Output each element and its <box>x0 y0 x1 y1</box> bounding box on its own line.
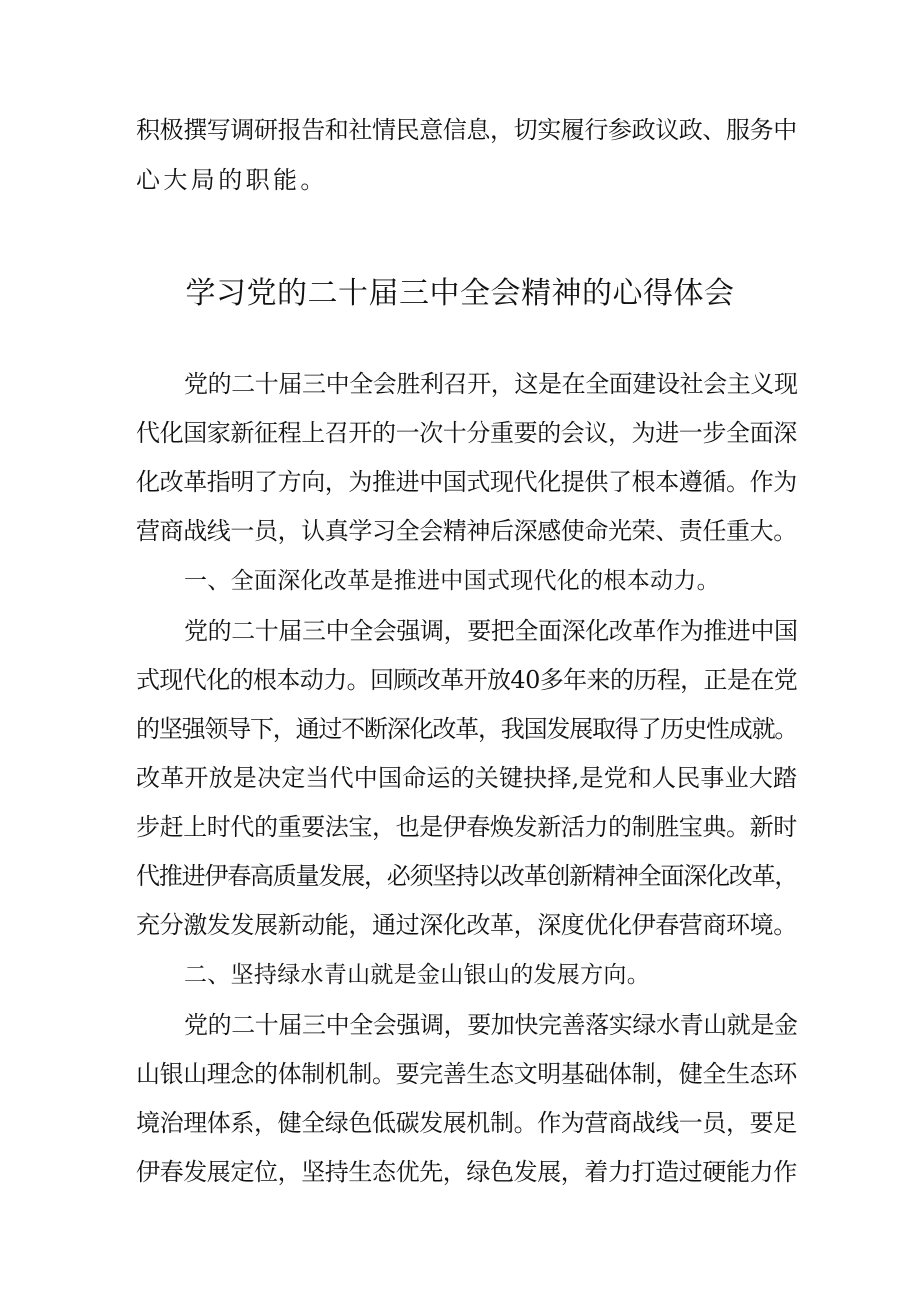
section-heading-2: 二、坚持绿水青山就是金山银山的发展方向。 <box>184 962 650 988</box>
paragraph-line: 营商战线一员，认真学习全会精神后深感使命光荣、责任重大。 <box>136 517 797 545</box>
paragraph-line: 改革开放是决定当代中国命运的关键抉择,是党和人民事业大踏 <box>136 764 798 792</box>
paragraph-line: 伊春发展定位，坚持生态优先，绿色发展，着力打造过硬能力作 <box>136 1158 797 1186</box>
paragraph-line: 式现代化的根本动力。回顾改革开放40多年来的历程，正是在党 <box>136 666 798 694</box>
section-heading-1: 一、全面深化改革是推进中国式现代化的根本动力。 <box>184 568 720 594</box>
paragraph-line: 山银山理念的体制机制。要完善生态文明基础体制，健全生态环 <box>136 1060 797 1088</box>
paragraph-line: 充分激发发展新动能，通过深化改革，深度优化伊春营商环境。 <box>136 911 797 939</box>
paragraph-line: 党的二十届三中全会强调，要加快完善落实绿水青山就是金 <box>184 1011 798 1039</box>
paragraph-line: 步赶上时代的重要法宝，也是伊春焕发新活力的制胜宝典。新时 <box>136 813 797 841</box>
intro-line: 心大局的职能。 <box>136 166 328 194</box>
document-title: 学习党的二十届三中全会精神的心得体会 <box>185 276 735 311</box>
paragraph-line: 的坚强领导下，通过不断深化改革，我国发展取得了历史性成就。 <box>136 715 798 743</box>
paragraph-line: 代化国家新征程上召开的一次十分重要的会议，为进一步全面深 <box>136 419 797 447</box>
intro-line: 积极撰写调研报告和社情民意信息，切实履行参政议政、服务中 <box>136 116 797 144</box>
paragraph-line: 党的二十届三中全会强调，要把全面深化改革作为推进中国 <box>184 617 798 645</box>
paragraph-line: 化改革指明了方向，为推进中国式现代化提供了根本遵循。作为 <box>136 468 797 496</box>
paragraph-line: 境治理体系，健全绿色低碳发展机制。作为营商战线一员，要足 <box>136 1109 797 1137</box>
paragraph-line: 党的二十届三中全会胜利召开，这是在全面建设社会主义现 <box>184 370 798 398</box>
paragraph-line: 代推进伊春高质量发展，必须坚持以改革创新精神全面深化改革， <box>136 862 798 890</box>
